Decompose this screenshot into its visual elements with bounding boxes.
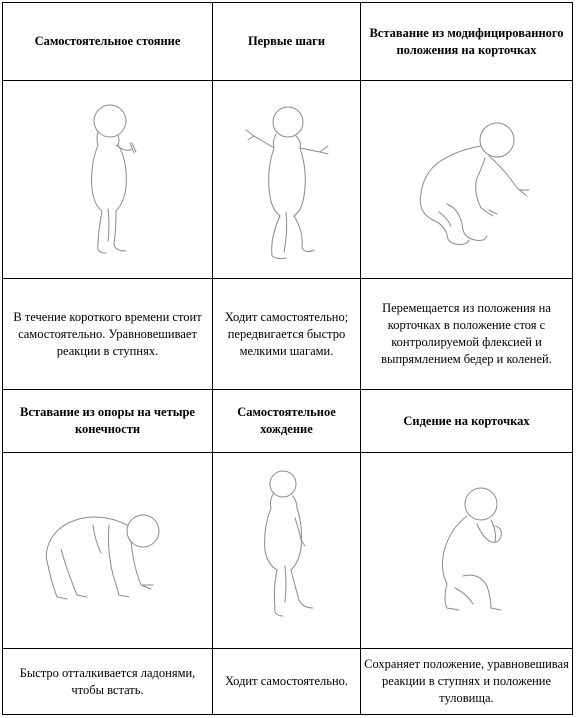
description-cell [361,279,573,390]
header-cell [361,3,573,81]
description-cell [213,649,361,715]
motor-milestones-table [2,2,573,715]
milestone-description: Ходит самостоятельно; передвигается быстро мелкими шагами. [224,309,349,358]
milestone-title: Вставание из модифицированного положения на корточках [369,25,564,57]
milestone-title: Первые шаги [247,34,326,48]
header-cell [213,3,361,81]
illustration-cell [361,81,573,279]
child-walking-icon [247,466,327,636]
milestone-description: Ходит самостоятельно. [224,674,349,688]
description-cell [361,649,573,715]
header-cell [3,3,213,81]
milestone-title: Самостоятельное хождение [237,405,336,436]
milestone-title: Вставание из опоры на четыре конечности [20,405,195,436]
illustration-cell [213,453,361,649]
child-first-steps-icon [232,92,342,267]
illustration-cell [213,81,361,279]
milestone-title: Сидение на корточках [403,413,530,428]
child-rising-from-squat-icon [377,100,557,260]
illustration-cell [3,81,213,279]
child-squatting-icon [407,476,527,626]
header-cell [3,390,213,453]
description-cell [3,279,213,390]
milestone-description: Сохраняет положение, уравновешивая реакции в ступнях и положение туловища. [364,657,569,705]
milestone-title: Самостоятельное стояние [34,34,181,48]
milestone-description: В течение короткого времени стоит самостоятельно. Уравновешивает реакции в ступнях. [13,309,202,358]
child-rising-from-all-fours-icon [23,491,193,611]
milestone-description: Перемещается из положения на корточках в положение стоя с контролируемой флексией и выпрямлением бедер и коленей. [381,301,552,366]
milestone-description: Быстро отталкивается ладонями, чтобы встать. [19,665,196,697]
illustration-cell [3,453,213,649]
header-cell [213,390,361,453]
child-standing-icon [68,95,148,265]
illustration-cell [361,453,573,649]
description-cell [3,649,213,715]
header-cell [361,390,573,453]
description-cell [213,279,361,390]
